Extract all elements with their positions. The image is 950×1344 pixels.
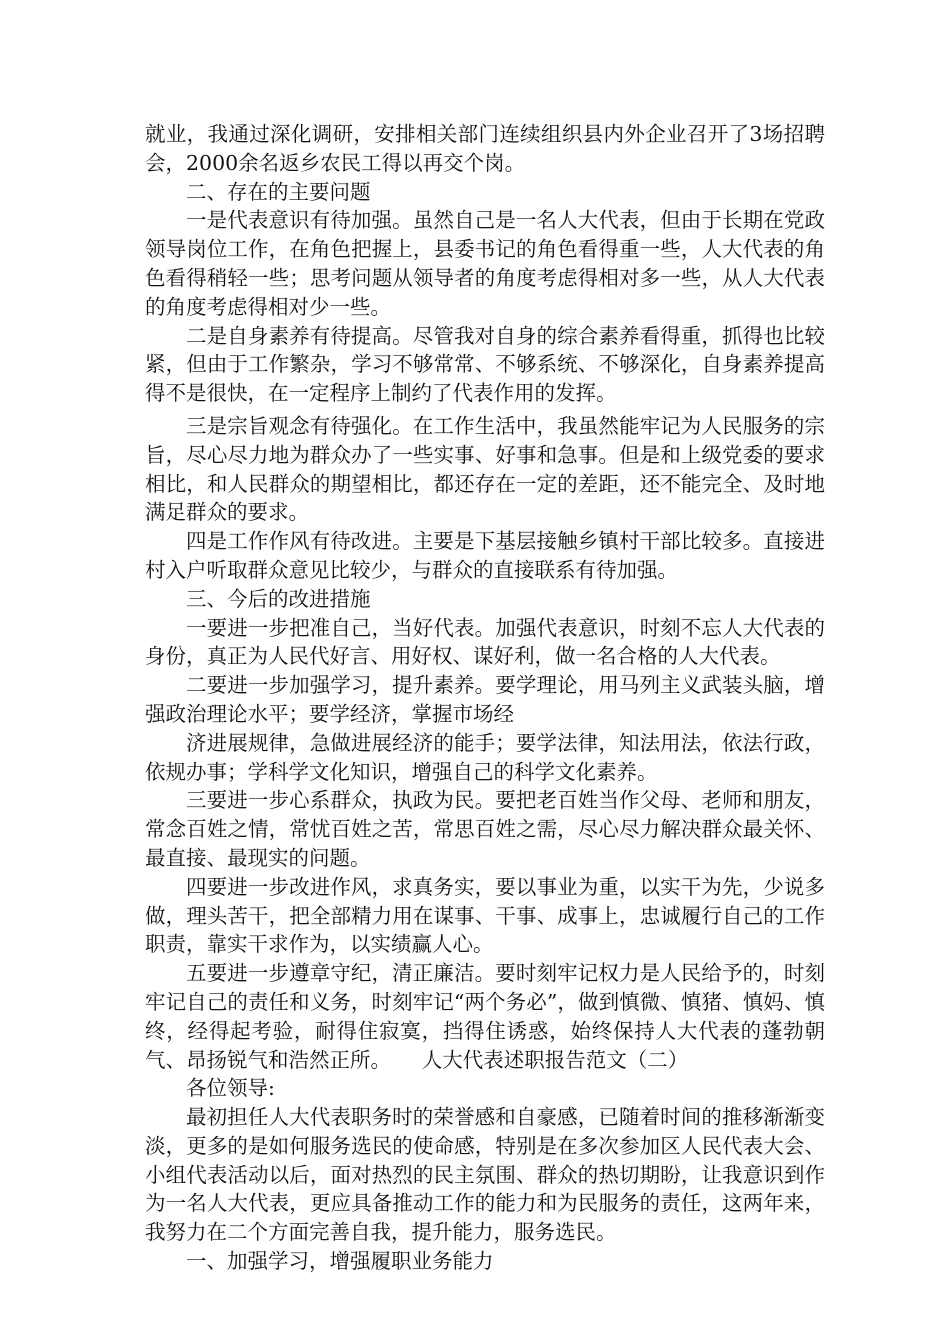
section-heading-problems: 二、存在的主要问题 [186,179,371,204]
paragraph-measure-1: 一要进一步把准自己，当好代表。加强代表意识，时刻不忘人大代表的身份，真正为人民代好言、用好权、谋好利，做一名合格的人大代表。 [145,615,825,669]
paragraph-problem-2: 二是自身素养有待提高。尽管我对自身的综合素养看得重，抓得也比较紧，但由于工作繁杂，学习不够常常、不够系统、不够深化，自身素养提高得不是很快，在一定程序上制约了代表作用的发挥。 [145,323,825,406]
section-heading-measures: 三、今后的改进措施 [186,586,371,611]
paragraph-measure-2: 二要进一步加强学习，提升素养。要学理论，用马列主义武装头脑，增强政治理论水平；要学经济，掌握市场经 [145,673,825,726]
paragraph-measure-2-cont: 济进展规律，急做进展经济的能手；要学法律，知法用法，依法行政，依规办事；学科学文化知识，增强自己的科学文化素养。 [145,730,825,784]
paragraph-problem-4: 四是工作作风有待改进。主要是下基层接触乡镇村干部比较多。直接进村入户听取群众意见比较少，与群众的直接联系有待加强。 [145,529,825,582]
paragraph-problem-3: 三是宗旨观念有待强化。在工作生活中，我虽然能牢记为人民服务的宗旨，尽心尽力地为群众办了一些实事、好事和急事。但是和上级党委的要求相比，和人民群众的期望相比，都还存在一定的差距，还不能完全、及时地满足群众的要求。 [145,413,825,525]
paragraph-continuation: 就业，我通过深化调研，安排相关部门连续组织县内外企业召开了3场招聘会，2000余名返乡农民工得以再交个岗。 [145,122,825,175]
section-heading-study: 一、加强学习，增强履职业务能力 [186,1249,494,1274]
paragraph-measure-5: 五要进一步遵章守纪，清正廉洁。要时刻牢记权力是人民给予的，时刻牢记自己的责任和义务，时刻牢记“两个务必”，做到慎微、慎猪、慎妈、慎终，经得起考验，耐得住寂寞，挡得住诱惑，始终保持人大代表的蓬勃朝气、昂扬锐气和浩然正所。 人大代表述职报告范文（二） [145,961,825,1072]
paragraph-measure-3: 三要进一步心系群众，执政为民。要把老百姓当作父母、老师和朋友，常念百姓之情，常忧百姓之苦，常思百姓之需，尽心尽力解决群众最关怀、最直接、最现实的问题。 [145,788,825,870]
salutation: 各位领导: [186,1076,275,1101]
paragraph-intro-2: 最初担任人大代表职务时的荣誉感和自豪感，已随着时间的推移渐渐变淡，更多的是如何服务选民的使命感，特别是在多次参加区人民代表大会、小组代表活动以后，面对热烈的民主氛围、群众的热切期盼，让我意识到作为一名人大代表，更应具备推动工作的能力和为民服务的责任，这两年来，我努力在二个方面完善自我，提升能力，服务选民。 [145,1105,825,1245]
paragraph-measure-4: 四要进一步改进作风，求真务实，要以事业为重，以实干为先，少说多做，理头苦干，把全部精力用在谋事、干事、成事上，忠诚履行自己的工作职责，靠实干求作为，以实绩赢人心。 [145,874,825,957]
document-page [145,120,825,1276]
paragraph-problem-1: 一是代表意识有待加强。虽然自己是一名人大代表，但由于长期在党政领导岗位工作，在角色把握上，县委书记的角色看得重一些，人大代表的角色看得稍轻一些；思考问题从领导者的角度考虑得相对多一些，从人大代表的角度考虑得相对少一些。 [145,208,825,319]
